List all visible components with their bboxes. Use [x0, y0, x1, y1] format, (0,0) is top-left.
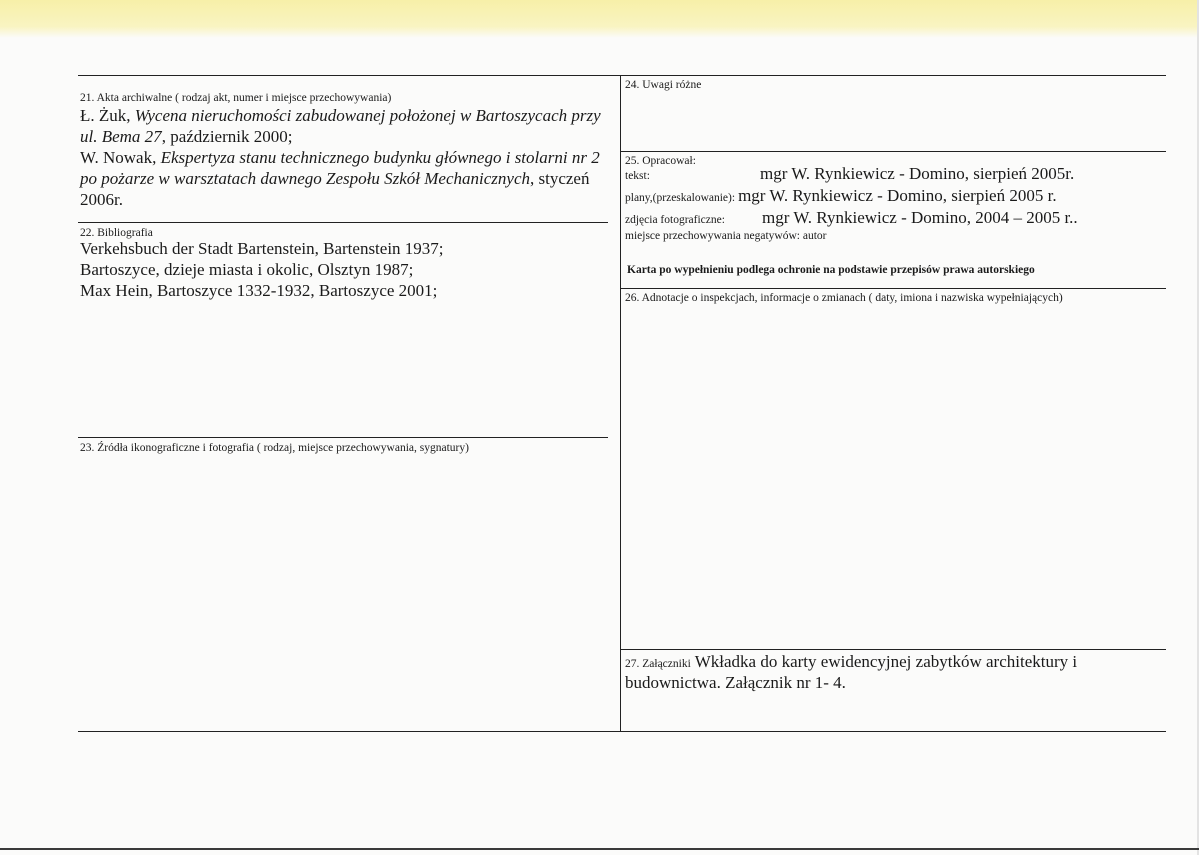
record-author: W. Nowak,	[80, 148, 161, 167]
top-rule	[78, 75, 1166, 76]
record-author: Ł. Żuk,	[80, 106, 135, 125]
record-title: Ekspertyza stanu technicznego budynku głównego i stolarni nr 2 po pożarze w warsztatach dawnego Zespołu Szkół Mechanicznych	[80, 148, 600, 188]
text-author-value: mgr W. Rynkiewicz - Domino, sierpień 2005r.	[760, 164, 1075, 183]
photos-author-label: zdjęcia fotograficzne:	[625, 214, 725, 226]
attachments-text: Wkładka do karty ewidencyjnej zabytków architektury i budownictwa. Załącznik nr 1- 4.	[625, 652, 1078, 692]
divider-26-27	[620, 649, 1166, 650]
negatives-location: miejsce przechowywania negatywów: autor	[625, 230, 827, 242]
bibliography-list	[80, 238, 612, 301]
record-title: Wycena nieruchomości zabudowanej położonej w Bartoszycach przy ul. Bema 27	[80, 106, 601, 146]
section-25-label: 25. Opracował:	[625, 155, 696, 167]
bottom-rule	[78, 731, 1166, 732]
record-date: , styczeń 2006r.	[80, 169, 590, 209]
text-author-label: tekst:	[625, 170, 650, 182]
bibliography-item: Bartoszyce, dzieje miasta i okolic, Olsztyn 1987;	[80, 260, 414, 279]
section-27-label: 27. Załączniki	[625, 658, 691, 670]
column-divider	[620, 75, 621, 731]
section-23-label: 23. Źródła ikonograficzne i fotografia ( rodzaj, miejsce przechowywania, sygnatury)	[80, 442, 469, 454]
record-date: , październik 2000;	[161, 127, 293, 146]
section-27-content	[625, 651, 1160, 693]
plans-author-row	[625, 186, 1057, 206]
bibliography-item: Max Hein, Bartoszyce 1332-1932, Bartoszyce 2001;	[80, 281, 438, 300]
divider-21-22	[78, 222, 608, 223]
archival-records-list	[80, 105, 612, 210]
section-21-label: 21. Akta archiwalne ( rodzaj akt, numer i miejsce przechowywania)	[80, 92, 392, 104]
text-author-row	[625, 164, 1074, 184]
section-26-label: 26. Adnotacje o inspekcjach, informacje o zmianach ( daty, imiona i nazwiska wypełniających)	[625, 292, 1063, 304]
photos-author-value: mgr W. Rynkiewicz - Domino, 2004 – 2005 r..	[762, 208, 1078, 227]
divider-24-25	[620, 151, 1166, 152]
archival-record-entry	[80, 105, 612, 147]
scan-bottom-edge	[0, 848, 1199, 850]
divider-25-26	[620, 288, 1166, 289]
section-22-label: 22. Bibliografia	[80, 227, 153, 239]
bibliography-item: Verkehsbuch der Stadt Bartenstein, Bartenstein 1937;	[80, 239, 444, 258]
plans-author-label: plany,(przeskalowanie):	[625, 192, 736, 204]
archival-record-entry	[80, 147, 612, 210]
paper-top-band	[0, 0, 1199, 38]
plans-author-value: mgr W. Rynkiewicz - Domino, sierpień 2005 r.	[738, 186, 1057, 205]
copyright-notice: Karta po wypełnieniu podlega ochronie na podstawie przepisów prawa autorskiego	[627, 264, 1035, 276]
divider-22-23	[78, 437, 608, 438]
photos-author-row	[625, 208, 1078, 228]
section-24-label: 24. Uwagi różne	[625, 79, 702, 91]
